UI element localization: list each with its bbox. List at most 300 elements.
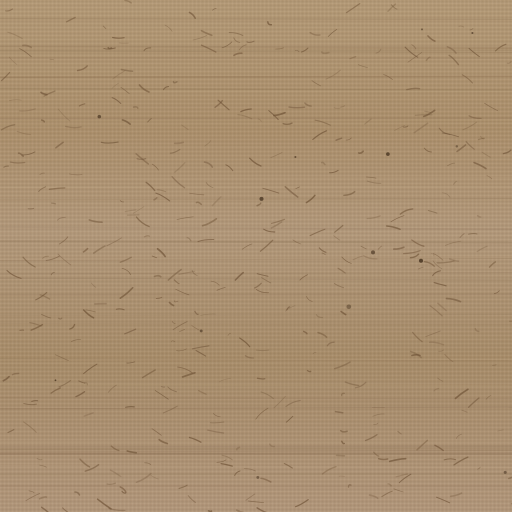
fiber-fleck [400,209,412,214]
fiber-fleck [113,38,125,39]
fiber-fleck [425,262,435,267]
fiber-fleck [334,284,343,288]
band-line [0,359,512,360]
band-line [0,233,512,235]
fiber-fleck [240,338,250,347]
fiber-fleck [262,278,271,283]
fiber-fleck [137,217,150,226]
fiber-fleck [255,283,262,288]
fiber-fleck [42,507,52,512]
fiber-fleck [108,48,111,49]
fiber-fleck [257,274,268,277]
fiber-fleck [395,125,405,130]
fiber-fleck [263,188,279,193]
fiber-fleck [498,430,504,431]
fiber-fleck [107,483,115,484]
dark-spot [347,305,352,310]
fiber-fleck [310,33,320,36]
fiber-fleck [197,202,202,204]
fiber-fleck [218,100,229,110]
fiber-fleck [398,431,401,434]
band-line [0,88,512,90]
fiber-fleck [361,246,366,249]
fiber-fleck [308,371,311,372]
fiber-fleck [242,244,252,249]
fiber-fleck [286,416,293,422]
fiber-fleck [24,422,37,432]
fiber-fleck [454,457,468,465]
fiber-fleck [494,291,499,294]
fiber-fleck [170,150,180,154]
fiber-fleck [4,166,8,167]
fiber-fleck [438,378,443,381]
fiber-fleck [370,495,378,498]
fiber-fleck [437,261,454,263]
fiber-fleck [116,309,124,310]
fiber-fleck [319,248,326,252]
fiber-fleck [373,414,384,416]
fiber-fleck [78,66,88,71]
fiber-fleck [404,251,420,254]
fiber-fleck [256,289,268,292]
band-line [0,178,512,179]
fiber-fleck [250,158,261,166]
fiber-fleck [346,138,351,140]
fiber-fleck [234,38,240,43]
fiber-fleck [161,387,164,388]
fiber-fleck [334,236,340,240]
fiber-fleck [341,312,346,315]
fiber-fleck [17,131,30,134]
fiber-fleck [208,430,224,433]
band-line [0,241,512,242]
fiber-fleck [175,163,185,172]
fiber-fleck [270,444,275,446]
fiber-fleck [245,356,253,358]
fiber-fleck [10,162,24,163]
fiber-fleck [144,236,149,237]
fiber-fleck [151,475,159,479]
fiber-fleck [158,249,166,257]
band-line [0,200,512,201]
fiber-fleck [257,203,261,205]
fiber-fleck [358,65,367,68]
fiber-fleck [66,126,81,127]
fiber-fleck [192,346,209,349]
fiber-fleck [322,253,325,254]
fiber-fleck [63,508,75,512]
fiber-fleck [84,249,88,252]
fiber-fleck [89,220,102,222]
fiber-fleck [126,407,135,408]
fiber-fleck [296,500,309,507]
fiber-fleck [474,163,486,169]
fiber-fleck [391,216,404,222]
fiber-fleck [257,508,266,512]
fiber-fleck [430,342,444,345]
fiber-fleck [313,352,316,354]
fiber-fleck [424,148,431,152]
fiber-fleck [493,365,496,366]
horizontal-bands [0,19,512,492]
fiber-fleck [182,125,188,129]
fiber-fleck [221,464,232,467]
fiber-fleck [71,339,80,341]
fiber-fleck [503,150,511,154]
fiber-fleck [394,489,404,492]
fiber-fleck [168,387,177,392]
fiber-fleck [156,297,161,298]
fiber-fleck [79,381,85,383]
fiber-fleck [477,246,487,251]
fiber-fleck [50,59,54,60]
fiber-fleck [37,459,42,460]
fiber-fleck [196,351,206,357]
fiber-fleck [470,28,473,30]
fiber-fleck [32,401,38,402]
fiber-fleck [482,152,490,157]
fiber-fleck [98,499,111,509]
fiber-fleck [12,373,18,374]
fiber-fleck [155,276,161,277]
band-line [0,315,512,316]
fiber-fleck [40,497,47,499]
fiber-fleck [86,310,95,312]
fiber-fleck [134,107,138,108]
fiber-fleck [451,493,462,496]
band-line [0,123,512,125]
fiber-fleck [289,107,305,108]
fiber-fleck [205,162,213,167]
fiber-fleck [318,333,327,338]
fiber-fleck [246,494,255,500]
fiber-fleck [226,165,233,171]
fiber-fleck [203,219,217,226]
fiber-fleck [228,333,231,335]
fiber-fleck [6,9,13,11]
fiber-fleck [209,511,212,512]
fiber-fleck [199,391,207,395]
fiber-fleck [165,25,172,31]
fiber-fleck [261,392,273,399]
band-line [0,278,512,280]
dark-spot [419,259,423,263]
fiber-fleck [248,501,264,503]
fiber-fleck [8,32,22,38]
fiber-fleck [8,430,14,433]
fiber-fleck [305,103,311,106]
band-line [0,227,512,229]
fiber-fleck [459,26,464,27]
fiber-fleck [174,301,178,302]
fiber-fleck [40,173,44,174]
fiber-fleck [58,217,66,220]
fiber-fleck [394,247,404,249]
fiber-fleck [430,306,442,316]
fiber-fleck [41,92,47,94]
dark-spot [259,197,263,201]
fiber-fleck [175,142,184,143]
band-line [0,466,512,468]
fiber-fleck [438,303,446,310]
fiber-fleck [322,162,325,164]
fiber-fleck [413,332,423,341]
fiber-fleck [456,389,468,398]
fiber-fleck [301,48,308,52]
fiber-fleck [195,311,198,314]
fiber-fleck [125,1,131,3]
fiber-fleck [174,82,177,83]
band-line [0,384,512,386]
fiber-fleck [145,463,151,465]
band-line [0,362,512,363]
band-line [0,63,512,64]
fiber-fleck [271,153,282,158]
fiber-fleck [244,469,255,471]
fiber-fleck [51,388,60,393]
fiber-fleck [328,29,337,36]
fiber-fleck [264,229,275,232]
fiber-fleck [163,406,177,413]
fiber-fleck [313,131,327,140]
fiber-fleck [306,296,312,301]
fiber-fleck [286,400,300,406]
fiber-fleck [75,492,80,495]
fiber-fleck [448,163,455,166]
fiber-fleck [217,460,226,463]
fiber-fleck [56,142,63,147]
band-line [0,407,512,409]
fiber-fleck [335,362,350,369]
fiber-fleck [268,22,272,25]
fiber-fleck [326,70,340,79]
fiber-fleck [256,408,268,419]
fiber-fleck [202,31,212,36]
fiber-fleck [180,329,185,331]
fiber-fleck [94,246,105,253]
fiber-fleck [193,36,207,41]
fiber-fleck [112,83,119,89]
fiber-fleck [261,478,271,482]
fiber-fleck [433,271,441,276]
fiber-fleck [125,210,136,212]
fiber-fleck [222,455,232,460]
fiber-fleck [304,331,307,333]
fiber-fleck [112,98,121,104]
dark-spot [421,28,423,30]
fiber-fleck [312,81,321,86]
fiber-fleck [3,377,9,381]
dark-spot [386,152,390,156]
fiber-fleck [183,373,195,377]
fiber-fleck [444,459,456,460]
fiber-fleck [91,283,95,287]
fiber-fleck [475,329,478,332]
fiber-fleck [59,318,62,319]
fiber-fleck [456,434,461,438]
fiber-fleck [177,349,187,351]
dark-spot [471,32,473,34]
fiber-fleck [433,261,442,269]
fiber-fleck [485,103,498,111]
fiber-fleck [111,470,121,476]
fiber-fleck [42,314,51,318]
fiber-fleck [284,464,292,469]
fiber-fleck [274,113,285,116]
fiber-fleck [323,467,337,474]
fiber-fleck [31,325,42,331]
fiber-fleck [415,115,432,116]
fiber-fleck [177,217,193,220]
fiber-fleck [374,423,378,424]
fiber-fleck [173,322,187,330]
fiber-fleck [58,254,71,265]
fiber-fleck [341,106,345,107]
fiber-fleck [217,287,225,290]
fiber-fleck [190,12,196,18]
band-line [0,76,512,77]
fiber-fleck [172,341,175,342]
fiber-fleck [7,271,21,279]
fiber-fleck [125,329,136,334]
fiber-fleck [478,216,481,217]
fiber-fleck [52,203,56,204]
fiber-fleck [428,211,437,214]
fiber-fleck [414,123,427,132]
fiber-fleck [210,422,224,423]
band-line [0,398,512,399]
fiber-fleck [367,216,380,219]
fiber-fleck [454,181,457,184]
band-line [0,46,512,48]
fiber-fleck [120,288,132,299]
fiber-fleck [157,190,166,192]
fiber-fleck [84,364,97,374]
fiber-fleck [341,431,347,432]
fiber-fleck [212,197,221,206]
fiber-fleck [336,412,343,413]
fiber-fleck [344,192,355,196]
fiber-fleck [426,331,440,337]
fiber-fleck [447,299,461,302]
fiber-fleck [152,256,157,258]
fiber-fleck [174,280,179,284]
fiber-fleck [211,281,219,285]
fiber-fleck [490,262,496,267]
fiber-fleck [20,49,32,57]
band-line [0,146,512,147]
fiber-fleck [466,142,474,150]
fiber-fleck [79,104,84,106]
dark-spot [456,145,458,147]
fiber-fleck [178,367,193,373]
fiber-fleck [120,201,123,202]
fiber-fleck [412,355,420,356]
dark-spot [200,329,203,332]
fiber-fleck [101,142,118,143]
fiber-fleck [434,389,439,391]
fiber-fleck [70,325,75,330]
fiber-fleck [431,254,434,256]
band-line [0,269,512,270]
fiber-fleck [330,170,339,172]
fiber-fleck [359,151,363,153]
fiber-fleck [103,26,105,28]
fiber-fleck [172,321,175,323]
fiber-fleck [67,18,76,22]
dark-spot [98,115,102,119]
fiber-fleck [256,350,269,351]
dark-spot [371,250,375,254]
fiber-fleck [69,174,82,175]
fiber-fleck [24,404,37,405]
fiber-fleck [215,101,222,108]
fiber-fleck [108,385,116,392]
fiber-fleck [152,164,158,170]
fiber-fleck [49,188,64,189]
fiber-fleck [378,246,381,249]
dark-spot [55,379,57,381]
fiber-fleck [272,219,285,223]
fiber-fleck [26,494,40,501]
fiber-fleck [442,193,450,198]
fiber-fleck [428,36,435,41]
fiber-fleck [188,496,195,503]
fiber-fleck [192,326,199,331]
fiber-fleck [462,410,467,412]
dark-spot [294,156,296,158]
band-line [0,450,512,452]
fiber-fleck [436,497,449,503]
fiber-fleck [84,413,93,416]
fiber-fleck [205,141,211,147]
fiber-fleck [170,303,174,306]
fiber-fleck [434,283,446,286]
fiber-fleck [257,378,264,379]
fiber-fleck [219,378,230,382]
dark-spot [256,476,259,479]
dark-spot [504,471,507,474]
fiber-fleck [9,100,21,101]
fiber-fleck [190,193,204,195]
fiber-fleck [137,159,146,160]
fiber-fleck [367,181,381,183]
fiber-fleck [347,4,360,13]
fiber-fleck [439,350,444,351]
fiber-fleck [334,108,340,109]
band-line [0,120,512,121]
fiber-fleck [143,370,156,378]
fiber-fleck [379,459,388,460]
fiber-fleck [457,145,466,152]
fiber-fleck [390,459,406,462]
fiber-fleck [22,152,35,155]
fiber-fleck [508,62,512,64]
fiber-fleck [366,435,378,441]
fiber-fleck [327,342,334,346]
fiber-fleck [76,392,85,397]
fiber-fleck [20,109,36,111]
fiber-fleck [229,32,243,35]
fiber-fleck [213,414,220,417]
fiber-fleck [403,126,408,127]
fiber-fleck [121,70,132,72]
fiber-fleck [241,109,251,112]
band-line [0,19,512,20]
fiber-fleck [187,238,191,241]
fiber-fleck [179,271,194,274]
fiber-fleck [336,138,342,140]
